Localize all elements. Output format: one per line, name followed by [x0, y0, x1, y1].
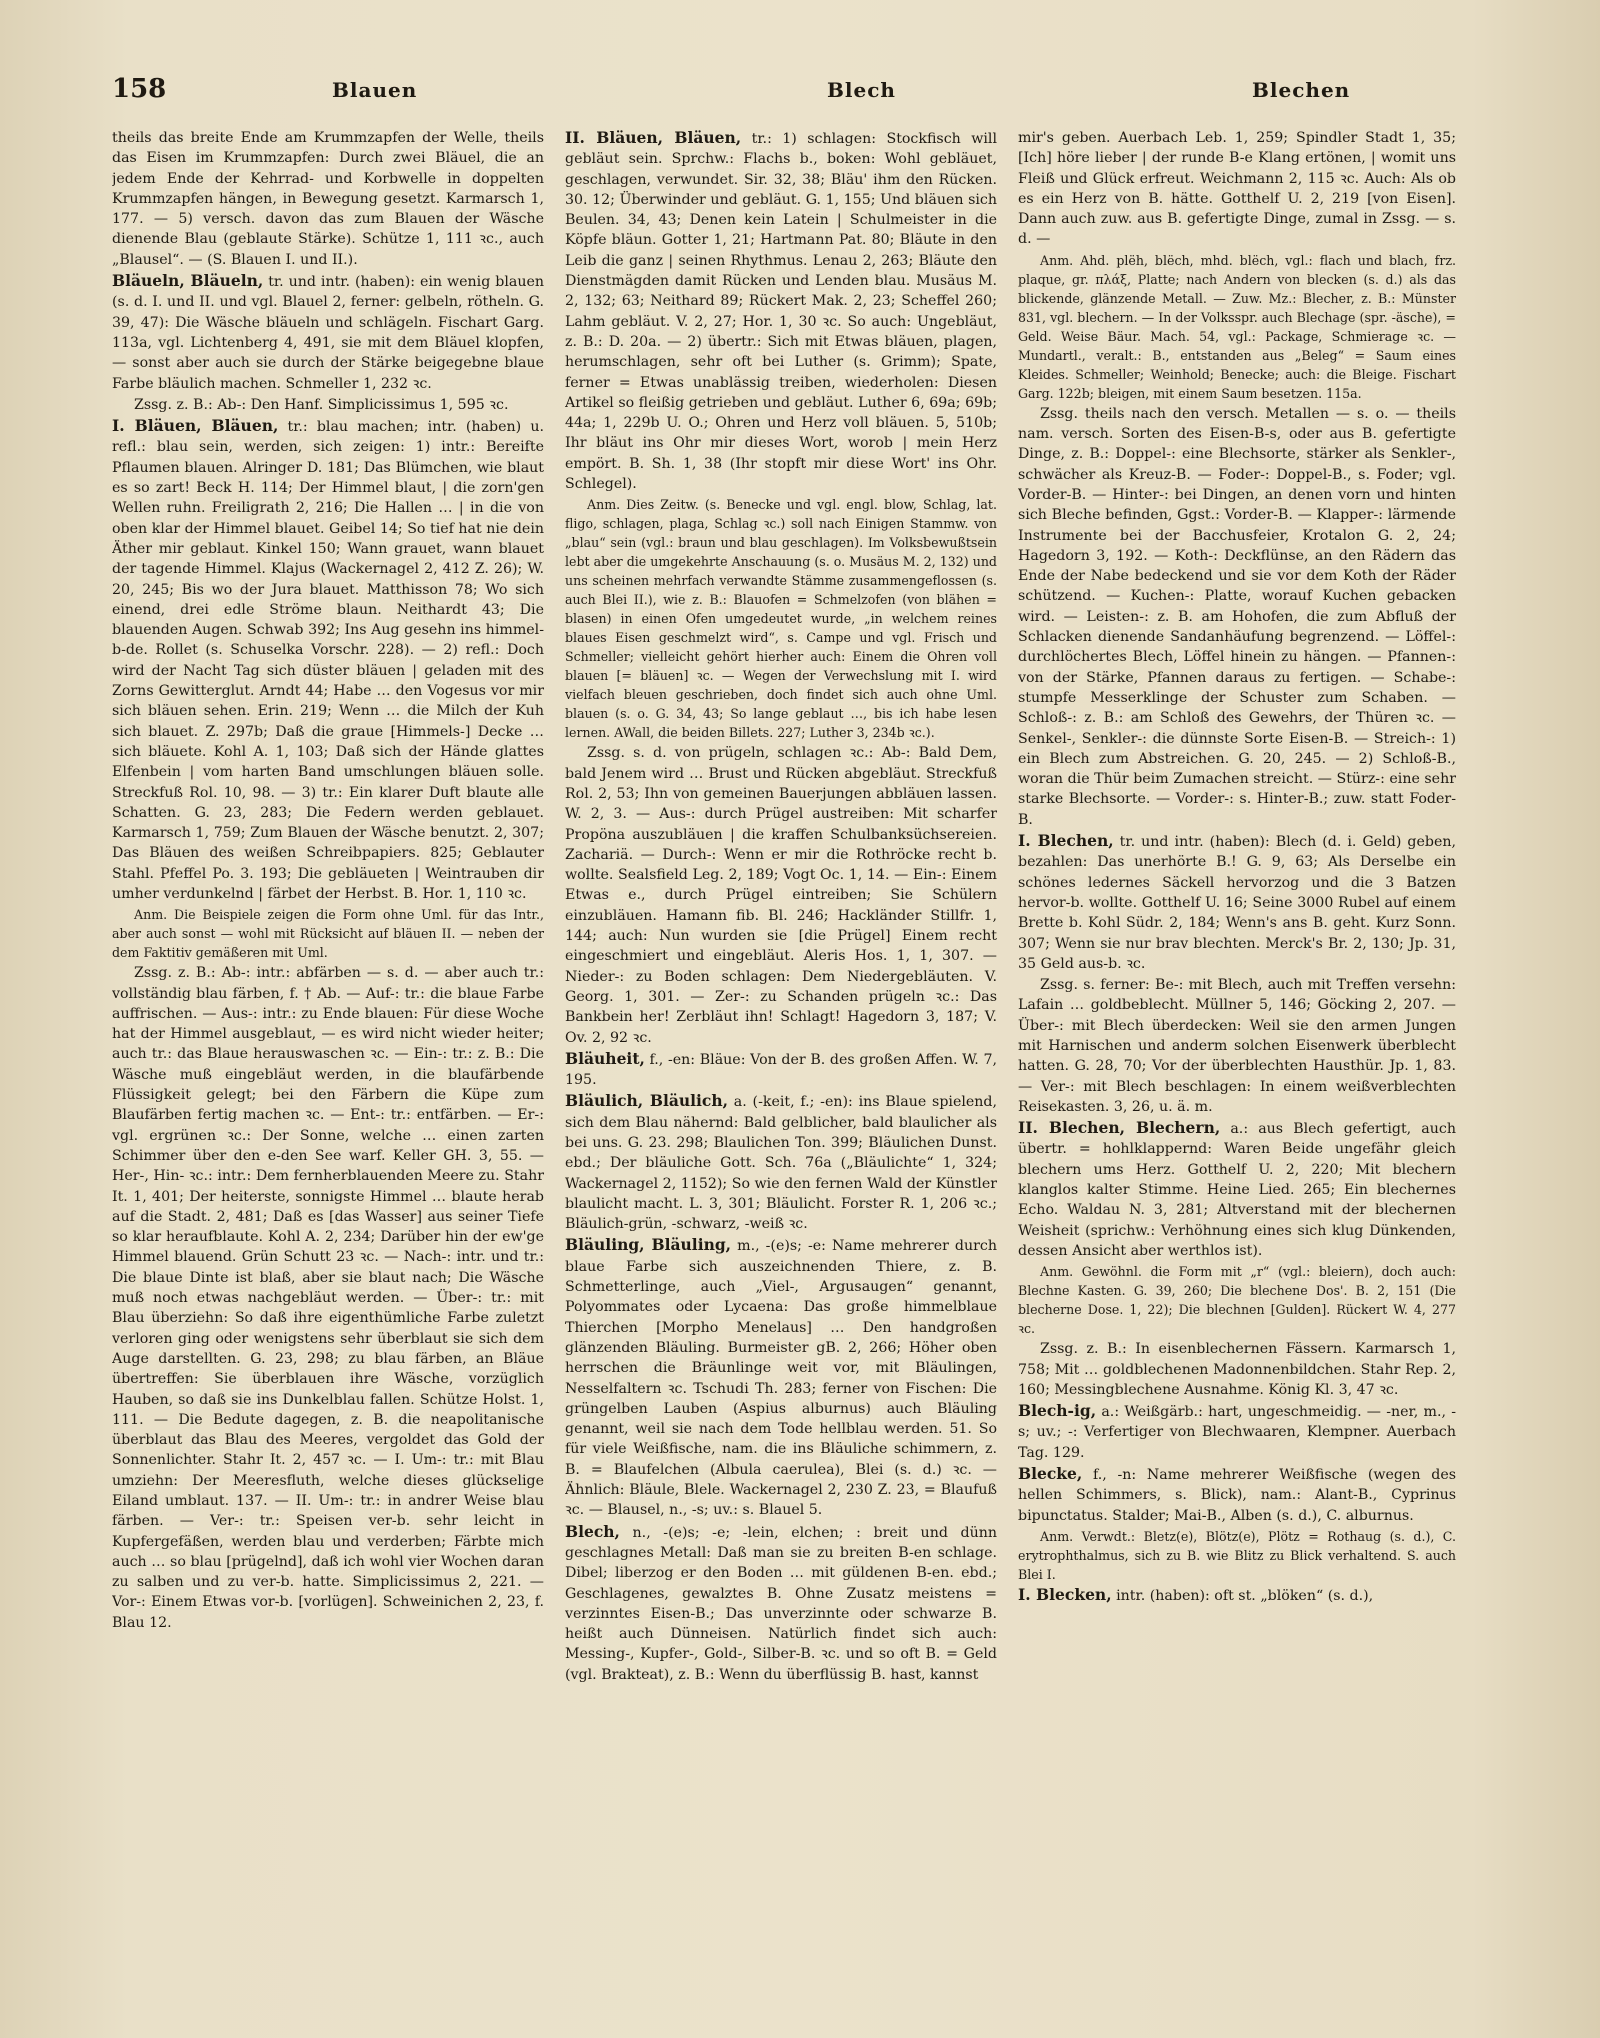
entry-paragraph — [565, 1091, 997, 1234]
compound-paragraph — [1018, 1339, 1456, 1400]
compound-paragraph — [1018, 975, 1456, 1117]
entry-text: tr.: blau machen; intr. (haben) u. refl.: blau sein, werden, sich zeigen: 1) intr.: Bereifte Pflaumen blauen. Alringer D. 181; Das Blümchen, wie blaut es so zart! Beck H. 114; Der Himmel blaut, | die zorn'gen Wellen ruhn. Freiligrath 2, 216; Die Hallen … | in die von oben klar der Himmel blauet. Geibel 14; So tief hat nie dein Äther mir geblaut. Kinkel 150; Wann grauet, wann blauet der tagende Himmel. Klajus (Wackernagel 2, 412 Z. 26); W. 20, 245; Bis wo der Jura blauet. Matthisson 78; Wo sich einend, drei edle Ströme blaun. Neithardt 43; Die blauenden Augen. Schwab 392; Ins Aug gesehn ins himmel-b-de. Rollet (s. Schuselka Vorschr. 228). — 2) refl.: Doch wird der Nacht Tag sich düster bläuen | geladen mit des Zorns Gewitterglut. Arndt 44; Habe … den Vogesus vor mir sich bläuen sehen. Erin. 219; Wenn … die Milch der Kuh sich blauet. Z. 297b; Daß die graue [Himmels-] Decke … sich bläuete. Kohl A. 1, 103; Daß sich der Hände glattes Elfenbein | vom harten Band umschlungen bläuen solle. Streckfuß Rol. 10, 98. — 3) tr.: Ein klarer Duft blaute alle Schatten. G. 23, 283; Die Federn werden geblauet. Karmarsch 1, 759; Zum Blauen der Wäsche benutzt. 2, 307; Das Bläuen des weißen Schreibpapiers. 825; Geblauter Stahl. Pfeffel Po. 3. 193; Die gebläueten | Weintrauben dir umher verdunkelnd | färbet der Herbst. B. Hor. 1, 110 ꝛc. — [112, 419, 544, 902]
entry-text: Anm. Die Beispiele zeigen die Form ohne Uml. für das Intr., aber auch sonst — wohl mit Rücksicht auf bläuen II. — neben der dem Faktitiv gemäßeren mit Uml. — [112, 907, 544, 961]
text-column-middle — [565, 128, 997, 2008]
running-head-left: Blauen — [332, 78, 418, 102]
entry-text: Zssg. s. ferner: Be-: mit Blech, auch mit Treffen versehn: Lafain … goldbeblecht. Müllner 5, 146; Göcking 2, 207. — Über-: mit Blech überdecken: Weil sie den armen Jungen mit Harnischen und anderm solchen Eisenwerk überblecht hatten. G. 28, 70; Vor der überblechten Hausthür. Jp. 1, 83. — Ver-: mit Blech beschlagen: In einem weißverblechten Reisekasten. 3, 26, u. ä. m. — [1018, 977, 1456, 1115]
entry-headword: I. Bläuen, Bläuen, — [112, 416, 279, 436]
running-head-right: Blechen — [1252, 78, 1351, 102]
entry-text: tr.: 1) schlagen: Stockfisch will gebläut sein. Sprchw.: Flachs b., boken: Wohl gebläuet, geschlagen, verwundet. Sir. 32, 38; Bläu' ihm den Rücken. 30. 12; Überwinder und gebläut. G. 1, 155; Und bläuen sich Beulen. 34, 43; Denen kein Latein | Schulmeister in die Köpfe bläun. Gotter 1, 21; Hartmann Pat. 80; Bläute in den Leib die ganz | seinen Rhythmus. Lenau 2, 263; Bläute den Dienstmägden damit Rücken und Lenden blau. Musäus M. 2, 132; 63; Neithard 89; Rückert Mak. 2, 23; Scheffel 260; Lahm gebläut. V. 2, 27; Hor. 1, 30 ꝛc. So auch: Ungebläut, z. B.: D. 20a. — 2) übertr.: Sich mit Etwas bläuen, plagen, herumschlagen, sehr oft bei Luther (s. Grimm); Spate, ferner = Etwas unablässig treiben, wiederholen: Diesen Artikel so fleißig getrieben und gebläut. Luther 6, 69a; 69b; 44a; 1, 229b U. O.; Ohren und Herz voll bläuen. 5, 510b; Ihr bläut ins Ohr mir dieses Wort, worob | mein Herz empört. B. Sh. 1, 38 (Ihr stopft mir diese Wort' ins Ohr. Schlegel). — [565, 131, 997, 493]
entry-text: intr. (haben): oft st. „blöken“ (s. d.), — [1111, 1587, 1374, 1604]
running-head-center: Blech — [827, 78, 896, 102]
entry-paragraph — [112, 416, 544, 904]
annotation-paragraph — [565, 495, 997, 742]
entry-text: f., -en: Bläue: Von der B. des großen Affen. W. 7, 195. — [565, 1051, 997, 1089]
entry-text: Anm. Verwdt.: Bletz(e), Blötz(e), Plötz = Rothaug (s. d.), C. erytrophthalmus, sich zu B. wie Blitz zu Blick verhaltend. S. auch Blei I. — [1018, 1528, 1456, 1582]
entry-text: m., -(e)s; -e: Name mehrerer durch blaue Farbe sich auszeichnenden Thiere, z. B. Schmetterlinge, auch „Viel-, Argusaugen“ genannt, Polyommates oder Lycaena: Das große himmelblaue Thierchen [Morpho Menelaus] … Den handgroßen glänzenden Bläuling. Burmeister gB. 2, 266; Höher oben herrschen die Bräunlinge weit vor, mit Bläulingen, Nesselfaltern ꝛc. Tschudi Th. 283; ferner von Fischen: Die grüngelben Lauben (Aspius alburnus) auch Bläuling genannt, weil sie nach dem Tode hellblau werden. 51. So für viele Weißfische, nam. die ins Bläuliche schimmern, z. B. = Blaufelchen (Albula caerulea), Blei (s. d.) ꝛc. — Ähnlich: Bläule, Blele. Wackernagel 2, 230 Z. 23, = Blaufuß ꝛc. — Blausel, n., -s; uv.: s. Blauel 5. — [565, 1238, 997, 1519]
entry-text: Zssg. z. B.: In eisenblechernen Fässern. Karmarsch 1, 758; Mit … goldblechenen Madonnenbildchen. Stahr Rep. 2, 160; Messingblechene Ausnahme. König Kl. 3, 47 ꝛc. — [1018, 1341, 1456, 1398]
entry-paragraph — [1018, 1118, 1456, 1261]
annotation-paragraph — [1018, 1262, 1456, 1338]
entry-paragraph — [112, 271, 544, 394]
entry-headword: I. Blechen, — [1018, 831, 1114, 851]
entry-text: a. (-keit, f.; -en): ins Blaue spielend, sich dem Blau nähernd: Bald gelblicher, bald blaulicher als bei uns. G. 23. 298; Blaulichen Ton. 399; Bläulichen Dunst. ebd.; Der bläuliche Gott. Sch. 76a („Bläulichte“ 1, 324; Wackernagel 2, 1152); So wie den fernen Wald der Künstler blaulicht macht. L. 3, 301; Bläulicht. Forster R. 1, 206 ꝛc.; Bläulich-grün, -schwarz, -weiß ꝛc. — [565, 1094, 997, 1233]
entry-text: Zssg. z. B.: Ab-: Den Hanf. Simplicissimus 1, 595 ꝛc. — [134, 396, 509, 413]
entry-text: tr. und intr. (haben): Blech (d. i. Geld) geben, bezahlen: Das unerhörte B.! G. 9, 63; Als Derselbe ein schönes ledernes Säckell hervorzog und die 3 Batzen hervor-b. wollte. Gotthelf U. 16; Seine 3000 Rubel auf einem Brette b. Kohl Südr. 2, 184; Wenn's ans B. geht. Kurz Sonn. 307; Wenn sie nur brav blechten. Merck's Br. 2, 130; Jp. 31, 35 Geld aus-b. ꝛc. — [1018, 834, 1456, 972]
compound-paragraph — [112, 963, 544, 1633]
compound-paragraph — [565, 743, 997, 1047]
entry-headword: Blecke, — [1018, 1464, 1083, 1484]
entry-text: Anm. Gewöhnl. die Form mit „r“ (vgl.: bleiern), doch auch: Blechne Kasten. G. 39, 260; Die blechene Dos'. B. 2, 151 (Die blecherne Dose. 1, 22); Die blechnen [Gulden]. Rückert W. 4, 277 ꝛc. — [1018, 1264, 1456, 1337]
page-number: 158 — [112, 74, 167, 104]
entry-text: Zssg. s. d. von prügeln, schlagen ꝛc.: Ab-: Bald Dem, bald Jenem wird … Brust und Rücken abgebläut. Streckfuß Rol. 2, 53; Ihn von gemeinen Bauerjungen abbläuen lassen. W. 2, 3. — Aus-: durch Prügel austreiben: Mit scharfer Propöna auszubläuen | die kraffen Schulbanksüchsereien. Zachariä. — Durch-: Wenn er mir die Rothröcke recht b. wollte. Sealsfield Leg. 2, 189; Vogt Oc. 1, 14. — Ein-: Einem Etwas e., durch Prügel eintreiben; Sie Schülern einzubläuen. Hamann fib. Bl. 246; Hackländer Stillfr. 1, 144; auch: Nun wurden sie [die Prügel] Einem recht eingeschmiert und eingebläut. Aleris Hos. 1, 1, 307. — Nieder-: zu Boden schlagen: Dem Niedergebläuten. V. Georg. 1, 301. — Zer-: zu Schanden prügeln ꝛc.: Das Bankbein her! Zerbläut ihn! Schlagt! Hagedorn 3, 187; V. Ov. 2, 92 ꝛc. — [565, 745, 997, 1046]
compound-paragraph — [1018, 404, 1456, 830]
entry-paragraph — [1018, 1464, 1456, 1526]
entry-text: f., -n: Name mehrerer Weißfische (wegen des hellen Schimmers, s. Blick), nam.: Alant-B., Cyprinus bipunctatus. Stalder; Mai-B., Alben (s. d.), C. alburnus. — [1018, 1467, 1456, 1524]
entry-paragraph — [565, 1049, 997, 1091]
entry-headword: Blech-ig, — [1018, 1401, 1097, 1421]
entry-headword: I. Blecken, — [1018, 1584, 1112, 1604]
entry-text: Anm. Dies Zeitw. (s. Benecke und vgl. engl. blow, Schlag, lat. fligo, schlagen, plaga, Schlag ꝛc.) soll nach Einigen Stammw. von „blau“ sein (vgl.: braun und blau geschlagen). Im Volksbewußtsein lebt aber die umgekehrte Anschauung (s. o. Musäus M. 2, 132) und uns scheinen mehrfach verwandte Stämme zusammengeflossen (s. auch Blei II.), wie z. B.: Blauofen = Schmelzofen (von blähen = blasen) in einen Ofen umgedeutet wurde, „in welchem reines blaues Eisen geschmelzt wird“, s. Campe und vgl. Frisch und Schmeller; vielleicht gehört hierher auch: Einem die Ohren voll blauen [= bläuen] ꝛc. — Wegen der Verwechslung mit I. wird vielfach bleuen geschrieben, doch findet sich auch ohne Uml. blauen (s. o. G. 34, 43; So lange geblaut …, bis ich habe lesen lernen. AWall, die beiden Billets. 227; Luther 3, 234b ꝛc.). — [565, 497, 997, 741]
entry-paragraph — [112, 128, 544, 270]
entry-paragraph — [1018, 1401, 1456, 1463]
entry-paragraph — [1018, 128, 1456, 250]
entry-headword: II. Blechen, Blechern, — [1018, 1118, 1221, 1138]
entry-headword: Bläuling, Bläuling, — [565, 1235, 732, 1255]
entry-text: n., -(e)s; -e; -lein, elchen; : breit und dünn geschlagnes Metall: Daß man sie zu breiten B-en schlage. Dibel; liberzog er den Boden … mit güldenen B-en. ebd.; Geschlagenes, gewalztes B. Ohne Zusatz meistens = verzinntes Eisen-B.; Das unverzinnte oder schwarze B. heißt auch Dünneisen. Natürlich findet sich auch: Messing-, Kupfer-, Gold-, Silber-B. ꝛc. und so oft B. = Geld (vgl. Brakteat), z. B.: Wenn du überflüssig B. hast, kannst — [565, 1524, 997, 1683]
annotation-paragraph — [1018, 1527, 1456, 1584]
entry-text: Zssg. theils nach den versch. Metallen — s. o. — theils nam. versch. Sorten des Eisen-B-s, oder aus B. gefertigte Dinge, z. B.: Doppel-: eine Blechsorte, stärker als Senkler-, schwächer als Kreuz-B. — Foder-: Doppel-B., s. Foder; vgl. Vorder-B. — Hinter-: bei Dingen, an denen vorn und hinten sich Bleche befinden, Ggst.: Vorder-B. — Klapper-: lärmende Instrumente bei der Bacchusfeier, Krotalon G. 2, 24; Hagedorn 3, 192. — Koth-: Deckflünse, an den Rädern das Ende der Nabe bedeckend und sie vor dem Koth der Räder schützend. — Kuchen-: Platte, worauf Kuchen gebacken wird. — Leisten-: z. B. am Hohofen, die zum Abfluß der Schlacken dienende Sandanhäufung begrenzend. — Löffel-: durchlöchertes Blech, Löffel hinein zu hängen. — Pfannen-: von der Stärke, Pfannen daraus zu fertigen. — Schabe-: stumpfe Messerklinge der Schuster zum Schaben. — Schloß-: z. B.: am Schloß des Gewehrs, der Thüren ꝛc. — Senkel-, Senkler-: die dünnste Sorte Eisen-B. — Streich-: 1) ein Blech zum Abstreichen. G. 20, 245. — 2) Schloß-B., woran die Thür beim Zumachen streicht. — Stürz-: eine sehr starke Blechsorte. — Vorder-: s. Hinter-B.; zuw. statt Foder-B. — [1018, 405, 1456, 828]
entry-text: a.: aus Blech gefertigt, auch übertr. = hohlklappernd: Waren Beide ungefähr gleich blechern ums Herz. Gotthelf U. 2, 220; Mit blechern klanglos kalter Stimme. Heine Lied. 265; Ein blechernes Echo. Waldau N. 3, 281; Altverstand mit der blechernen Weisheit (sprichw.: Verhöhnung eines sich klug Dünkenden, dessen Ansicht aber werthlos ist). — [1018, 1121, 1456, 1259]
entry-paragraph — [565, 128, 997, 494]
entry-text: Zssg. z. B.: Ab-: intr.: abfärben — s. d. — aber auch tr.: vollständig blau färben, f. † Ab. — Auf-: tr.: die blaue Farbe auffrischen. — Aus-: intr.: zu Ende blauen: Für diese Woche hat der Himmel ausgeblaut, — es wird nicht wieder heiter; auch tr.: das Blaue herauswaschen ꝛc. — Ein-: tr.: z. B.: Die Wäsche muß eingebläut werden, in die blaufärbende Flüssigkeit gelegt; bei den Färbern die Küpe zum Blaufärben fertig machen ꝛc. — Ent-: tr.: entfärben. — Er-: vgl. ergrünen ꝛc.: Der Sonne, welche … einen zarten Schimmer über den e-den See warf. Keller GH. 3, 55. — Her-, Hin- ꝛc.: intr.: Dem fernherblauenden Meere zu. Stahr It. 1, 401; Der heiterste, sonnigste Himmel … blaute herab auf die Stadt. 2, 481; Daß es [das Wasser] aus seiner Tiefe so klar heraufblaute. Kohl A. 2, 234; Darüber hin der ew'ge Himmel blauend. Grün Schutt 23 ꝛc. — Nach-: intr. und tr.: Die blaue Dinte ist blaß, aber sie blaut nach; Die Wäsche muß noch etwas nachgebläut werden. — Über-: tr.: mit Blau überziehn: So daß ihre eigenthümliche Farbe zuletzt verloren ging oder wenigstens sehr überblaut sie sich dem Auge darstellten. G. 23, 298; zu blau färben, an Bläue übertreffen: Sie überblauen ihre Wäsche, vorzüglich Hauben, so daß sie ins Dunkelblau fallen. Schütze Holst. 1, 111. — Die Bedute dagegen, z. B. die neapolitanische überblaut das Blau des Meeres, vergoldet das Gold der Sonnenlichter. Stahr It. 2, 457 ꝛc. — I. Um-: tr.: mit Blau umziehn: Der Meeresfluth, welche dieses glückselige Eiland umblaut. 137. — II. Um-: tr.: in andrer Weise blau färben. — Ver-: tr.: Speisen ver-b. sehr leicht in Kupfergefäßen, werden blau und verderben; Färbte mich auch … so blau [prügelnd], daß ich wohl vier Wochen daran zu salben und zu ver-b. hatte. Simplicissimus 2, 221. — Vor-: Einem Etwas vor-b. [vorlügen]. Schweinichen 2, 23, f. Blau 12. — [112, 965, 544, 1631]
annotation-paragraph — [112, 905, 544, 962]
entry-text: a.: Weißgärb.: hart, ungeschmeidig. — -ner, m., -s; uv.; -: Verfertiger von Blechwaaren, Klempner. Auerbach Tag. 129. — [1018, 1404, 1456, 1461]
entry-paragraph — [1018, 1585, 1456, 1606]
entry-paragraph — [565, 1235, 997, 1520]
entry-paragraph — [1018, 831, 1456, 974]
entry-text: theils das breite Ende am Krummzapfen der Welle, theils das Eisen im Krummzapfen: Durch zwei Bläuel, die an jedem Ende der Kehrrad- und Korbwelle in doppelten Krummzapfen hängen, in Bewegung gesetzt. Karmarsch 1, 177. — 5) versch. davon das zum Blauen der Wäsche dienende Blau (geblaute Stärke). Schütze 1, 111 ꝛc., auch „Blausel“. — (S. Blauen I. und II.). — [112, 130, 544, 268]
entry-text: mir's geben. Auerbach Leb. 1, 259; Spindler Stadt 1, 35; [Ich] höre lieber | der runde B-e Klang ertönen, | womit uns Fleiß und Glück erfreut. Weichmann 2, 115 ꝛc. Auch: Als ob es ein Herz von B. hätte. Gotthelf U. 2, 219 [von Eisen]. Dann auch zuw. aus B. gefertigte Dinge, zumal in Zssg. — s. d. — — [1018, 130, 1456, 248]
entry-headword: Bläulich, Bläulich, — [565, 1091, 729, 1111]
entry-headword: Blech, — [565, 1521, 620, 1541]
compound-paragraph — [112, 395, 544, 415]
entry-text: Anm. Ahd. plëh, blëch, mhd. blëch, vgl.: flach und blach, frz. plaque, gr. πλάξ, Platte; nach Andern von blecken (s. d.) als das blickende, glänzende Metall. — Zuw. Mz.: Blecher, z. B.: Münster 831, vgl. blechern. — In der Volksspr. auch Blechage (spr. -äsche), = Geld. Weise Bäur. Mach. 54, vgl.: Package, Schmierage ꝛc. — Mundartl., veralt.: B., entstanden aus „Beleg“ = Saum eines Kleides. Schmeller; Weinhold; Benecke; auch: die Bleige. Fischart Garg. 122b; bleigen, mit einem Saum besetzen. 115a. — [1018, 252, 1456, 401]
entry-text: tr. und intr. (haben): ein wenig blauen (s. d. I. und II. und vgl. Blauel 2, ferner: gelbeln, rötheln. G. 39, 47): Die Wäsche bläueln und schlägeln. Fischart Garg. 113a, vgl. Lichtenberg 4, 491, sie mit dem Bläuel klopfen, — sonst aber auch sie durch der Stärke beigegebne blaue Farbe bläulich machen. Schmeller 1, 232 ꝛc. — [112, 274, 544, 392]
annotation-paragraph — [1018, 251, 1456, 403]
text-column-right — [1018, 128, 1456, 2008]
text-column-left — [112, 128, 544, 2008]
entry-headword: Bläueln, Bläueln, — [112, 271, 264, 291]
page-header — [112, 74, 1372, 108]
entry-paragraph — [565, 1522, 997, 1685]
entry-headword: II. Bläuen, Bläuen, — [565, 128, 742, 147]
entry-headword: Bläuheit, — [565, 1048, 645, 1068]
